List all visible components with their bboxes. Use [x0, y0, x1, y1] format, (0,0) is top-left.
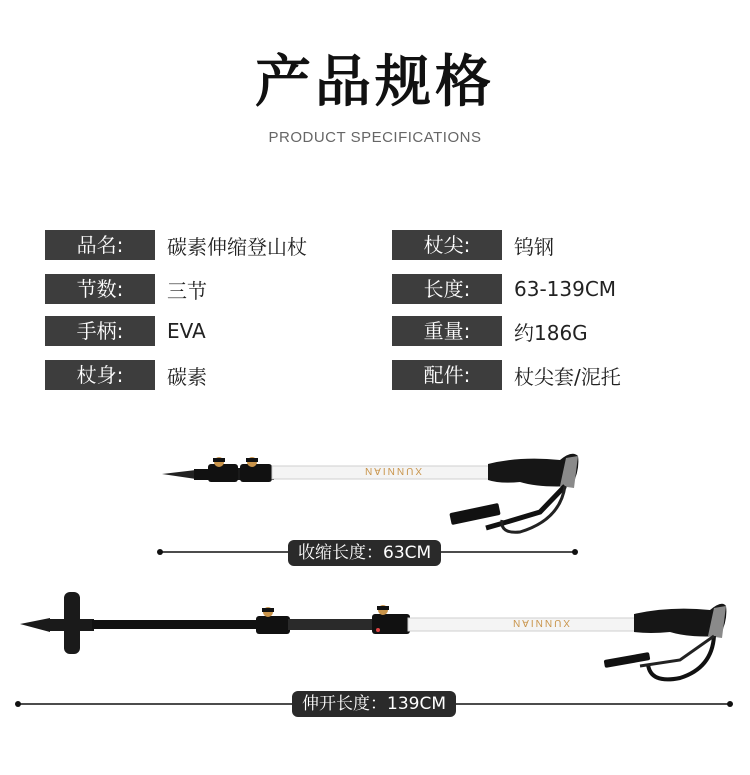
spec-value: 63-139CM [514, 277, 617, 301]
spec-label: 配件: [392, 360, 502, 390]
extended-pole [20, 592, 726, 679]
spec-label: 长度: [392, 274, 502, 304]
spec-label: 节数: [45, 274, 155, 304]
page-title: 产品规格 [255, 50, 495, 115]
spec-label: 杖尖: [392, 230, 502, 260]
spec-value: EVA [167, 319, 206, 343]
spec-value: 钨钢 [514, 234, 554, 259]
spec-value: 约186G [514, 320, 588, 345]
brand-text: XUNNIAN [510, 617, 570, 628]
collapsed-length-label: 收缩长度：63CM [288, 540, 441, 566]
spec-label: 品名: [45, 230, 155, 260]
collapsed-pole [162, 454, 578, 533]
spec-value: 碳素伸缩登山杖 [167, 234, 307, 259]
spec-value: 三节 [167, 278, 207, 303]
spec-value: 碳素 [167, 364, 207, 389]
brand-text: XUNNIAN [362, 465, 422, 476]
spec-value: 杖尖套/泥托 [514, 364, 621, 389]
spec-label: 杖身: [45, 360, 155, 390]
page-subtitle: PRODUCT SPECIFICATIONS [268, 129, 482, 146]
extended-length-label: 伸开长度：139CM [292, 691, 456, 717]
spec-label: 重量: [392, 316, 502, 346]
spec-label: 手柄: [45, 316, 155, 346]
